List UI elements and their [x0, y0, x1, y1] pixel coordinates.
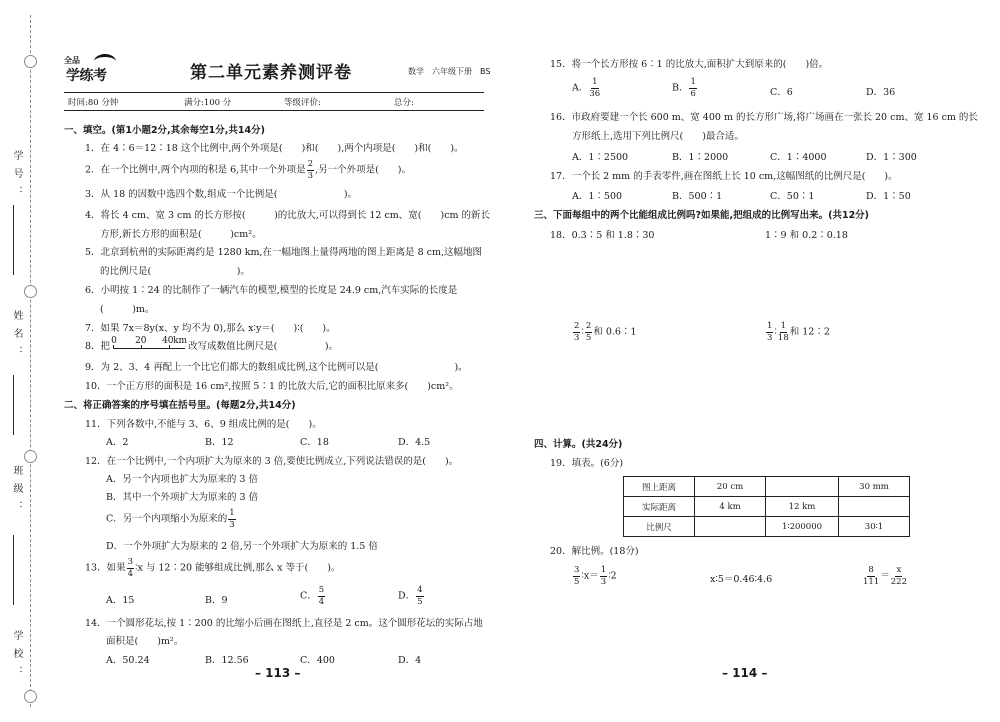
q13-fraction	[127, 558, 134, 578]
score-label: 满分:100 分	[184, 98, 232, 108]
frac-num: 2	[585, 321, 592, 331]
q13-d-fraction	[416, 586, 423, 606]
question-14-line-2: 面积是( )m²。	[106, 636, 184, 647]
q17-option-b: B．500∶1	[672, 191, 723, 202]
table-cell[interactable]	[839, 497, 910, 517]
table-cell[interactable]: 20 cm	[695, 477, 766, 497]
table-cell: 比例尺	[624, 517, 695, 537]
q11-option-b: B．12	[205, 437, 234, 448]
q13-option-c	[300, 586, 326, 606]
table-cell[interactable]: 12 km	[766, 497, 839, 517]
option-letter: D．	[398, 590, 416, 602]
q15-a-fraction	[589, 78, 600, 98]
frac-num: 1	[229, 508, 235, 518]
frac-num: 1	[780, 321, 787, 331]
question-12: 12．在一个比例中,一个内项扩大为原来的 3 倍,要使比例成立,下列说法错误的是( )。	[85, 456, 459, 467]
question-4-line-2: 方形,新长方形的面积是( )cm²。	[100, 229, 262, 240]
question-18-part-4: $\frac{1}{3}$ ∶ $\frac{1}{18}$ 和 12∶2	[767, 321, 830, 343]
scale-label: 20	[135, 336, 147, 346]
scale-fill-table	[623, 476, 910, 537]
table-cell[interactable]: 30 mm	[839, 477, 910, 497]
question-3: 3．从 18 的因数中选四个数,组成一个比例是( )。	[85, 189, 358, 200]
logo-top-text: 全品	[64, 56, 80, 65]
frac-num: 1	[690, 77, 696, 87]
cut-line	[30, 15, 31, 707]
frac-den: 4	[127, 568, 134, 579]
q12-c-text: C．另一个内项缩小为原来的	[106, 513, 228, 525]
fraction	[766, 322, 773, 342]
equation-1	[572, 566, 617, 586]
binding-hole	[24, 450, 37, 463]
fraction	[863, 566, 879, 586]
q13-option-d	[398, 586, 425, 606]
q18d-tail: 和 12∶2	[789, 326, 830, 338]
page-title: 第二单元素养测评卷	[190, 63, 352, 83]
frac-num: 5	[318, 585, 325, 595]
q16-option-b: B．1∶2000	[672, 152, 729, 163]
table-cell: 图上距离	[624, 477, 695, 497]
q17-option-c: C．50∶1	[770, 191, 815, 202]
frac-num: x	[896, 565, 902, 575]
fraction	[778, 322, 789, 342]
scale-label: 0	[111, 336, 117, 346]
q13-text-a: 13．如果	[85, 562, 126, 574]
question-18-part-2: 1∶9 和 0.2∶0.18	[765, 230, 848, 241]
frac-den: 3	[767, 332, 773, 343]
q11-option-d: D．4.5	[398, 437, 431, 448]
question-18-part-3: $\frac{2}{3}$ ∶ $\frac{2}{5}$ 和 0.6∶1	[574, 321, 637, 343]
q15-option-c: C．6	[770, 87, 793, 98]
binding-hole	[24, 55, 37, 68]
question-16-line-1: 16．市政府要建一个长 600 m、宽 400 m 的长方形广场,将广场画在一张长 20 cm、宽 16 cm 的长	[550, 112, 978, 123]
question-4-line-1: 4．将长 4 cm、宽 3 cm 的长方形按( )的比放大,可以得到长 12 cm、宽( )cm 的新长	[85, 210, 491, 221]
frac-den: 3	[600, 576, 607, 587]
q13-option-a: A．15	[106, 595, 135, 606]
table-row	[624, 517, 910, 537]
q15-b-fraction	[689, 78, 696, 98]
section-1-heading: 一、填空。(第1小题2分,其余每空1分,共14分)	[64, 125, 265, 136]
question-13	[85, 558, 340, 578]
table-row	[624, 477, 910, 497]
q13-c-fraction	[318, 586, 325, 606]
frac-den: 3	[574, 332, 580, 343]
q13-option-b: B．9	[205, 595, 228, 606]
student-id-line	[13, 205, 14, 275]
question-9: 9．为 2、3、4 再配上一个比它们都大的数组成比例,这个比例可以是( )。	[85, 362, 468, 373]
question-11: 11．下列各数中,不能与 3、6、9 组成比例的是( )。	[85, 419, 322, 430]
q8-text-b: 改写成数值比例尺是( )。	[188, 341, 339, 352]
question-5-line-1: 5．北京到杭州的实际距离约是 1280 km,在一幅地图上量得两地的图上距离是 8 cm,这幅地图	[85, 247, 482, 258]
frac-num: 8	[868, 565, 874, 575]
frac-den: 6	[690, 88, 696, 99]
table-row	[624, 497, 910, 517]
q12-option-a: A．另一个内项也扩大为原来的 3 倍	[106, 474, 258, 485]
question-10: 10．一个正方形的面积是 16 cm²,按照 5∶1 的比放大后,它的面积比原来多( )cm²。	[85, 381, 459, 392]
section-4-heading: 四、计算。(共24分)	[534, 439, 623, 450]
q11-option-c: C．18	[300, 437, 329, 448]
question-19: 19．填表。(6分)	[550, 458, 624, 469]
frac-num: 1	[600, 565, 607, 575]
eq3-equals: ＝	[880, 570, 890, 582]
q17-option-d: D．1∶50	[866, 191, 911, 202]
time-label: 时间:80 分钟	[68, 98, 119, 108]
q17-option-a: A．1∶500	[572, 191, 623, 202]
binding-hole	[24, 285, 37, 298]
scale-unit: km	[173, 336, 188, 346]
q18c-tail: 和 0.6∶1	[593, 326, 637, 338]
question-2	[85, 160, 411, 180]
fraction	[891, 566, 907, 586]
frac-den: 5	[574, 576, 580, 587]
frac-den: 36	[589, 88, 601, 99]
frac-den: 222	[890, 576, 907, 587]
logo-main-text: 学练考	[66, 68, 107, 84]
option-letter: C．	[300, 590, 317, 602]
class-line	[13, 535, 14, 605]
exam-info-bar	[64, 92, 484, 111]
fraction	[585, 322, 592, 342]
equation-2: x∶5＝0.46∶4.6	[710, 574, 773, 585]
fraction	[573, 322, 580, 342]
page-number-left: – 113 –	[255, 666, 301, 680]
fraction	[600, 566, 607, 586]
question-18-part-1: 18．0.3∶5 和 1.8∶30	[550, 230, 655, 241]
question-5-line-2: 的比例尺是( )。	[100, 266, 250, 277]
binding-margin	[0, 0, 52, 722]
option-letter: B．	[672, 82, 689, 94]
frac-num: 1	[592, 77, 598, 87]
frac-den: 5	[585, 332, 592, 343]
q15-option-b	[672, 78, 698, 98]
eq1-mid: ∶x＝	[581, 570, 599, 582]
question-8	[85, 338, 338, 352]
question-16-line-2: 方形纸上,选用下列比例尺( )最合适。	[572, 131, 744, 142]
class-label: 班级：	[11, 465, 22, 519]
eq1-tail: ∶2	[608, 570, 617, 582]
question-17: 17．一个长 2 mm 的手表零件,画在图纸上长 10 cm,这幅图纸的比例尺是( )。	[550, 171, 898, 182]
table-cell[interactable]	[766, 477, 839, 497]
frac-num: 3	[127, 557, 134, 567]
frac-den: 111	[863, 576, 880, 587]
table-cell: 实际距离	[624, 497, 695, 517]
table-cell[interactable]: 1∶200000	[766, 517, 839, 537]
question-1: 1．在 4∶6＝12∶18 这个比例中,两个外项是( )和( ),两个内项是( )和( )。	[85, 143, 464, 154]
q13-text-b: ∶x 与 12∶20 能够组成比例,那么 x 等于( )。	[135, 562, 341, 574]
question-6-line-1: 6．小明按 1∶24 的比制作了一辆汽车的模型,模型的长度是 24.9 cm,汽车实际的长度是	[85, 285, 458, 296]
q2-text-a: 2．在一个比例中,两个内项的积是 6,其中一个外项是	[85, 164, 306, 176]
frac-num: 1	[767, 321, 773, 331]
brand-logo	[64, 55, 116, 85]
section-2-heading: 二、将正确答案的序号填在括号里。(每题2分,共14分)	[64, 400, 296, 411]
question-6-line-2: ( )m。	[100, 304, 155, 315]
option-letter: A．	[572, 82, 589, 94]
q2-text-b: ,另一个外项是( )。	[315, 164, 412, 176]
q15-option-d: D．36	[866, 87, 896, 98]
frac-den: 5	[417, 596, 423, 607]
line-scale-bar	[111, 336, 188, 351]
q2-fraction	[307, 160, 314, 180]
table-cell[interactable]: 30∶1	[839, 517, 910, 537]
q14-option-a: A．50.24	[106, 655, 150, 666]
q16-option-c: C．1∶4000	[770, 152, 827, 163]
total-label: 总分:	[394, 98, 414, 108]
frac-den: 3	[229, 519, 235, 530]
q16-option-d: D．1∶300	[866, 152, 917, 163]
page-number-right: – 114 –	[722, 666, 768, 680]
question-14-line-1: 14．一个圆形花坛,按 1∶200 的比缩小后画在图纸上,直径是 2 cm。这个圆形花坛的实际占地	[85, 618, 483, 629]
binding-hole	[24, 690, 37, 703]
table-cell[interactable]: 4 km	[695, 497, 766, 517]
name-line	[13, 375, 14, 435]
frac-den: 3	[307, 170, 314, 181]
frac-num: 2	[307, 159, 314, 169]
question-15: 15．将一个长方形按 6∶1 的比放大,面积扩大到原来的( )倍。	[550, 59, 829, 70]
frac-num: 2	[574, 321, 580, 331]
name-label: 姓名：	[11, 310, 22, 364]
fraction	[573, 566, 580, 586]
frac-num: 3	[574, 565, 580, 575]
question-20: 20．解比例。(18分)	[550, 546, 639, 557]
q8-text-a: 8．把	[85, 341, 111, 352]
section-3-heading: 三、下面每组中的两个比能组成比例吗?如果能,把组成的比例写出来。(共12分)	[534, 210, 870, 221]
q14-option-b: B．12.56	[205, 655, 249, 666]
subject-label: 数学 六年级下册 BS	[408, 67, 491, 76]
scale-axis	[113, 348, 185, 349]
q16-option-a: A．1∶2500	[572, 152, 629, 163]
table-cell[interactable]	[695, 517, 766, 537]
scale-label: 40	[162, 336, 174, 346]
frac-num: 4	[417, 585, 423, 595]
q12-option-c	[106, 509, 237, 529]
frac-den: 18	[777, 332, 789, 343]
q12-option-d: D．一个外项扩大为原来的 2 倍,另一个外项扩大为原来的 1.5 倍	[106, 541, 378, 552]
equation-3	[862, 566, 908, 586]
student-id-label: 学号：	[11, 150, 22, 204]
q14-option-c: C．400	[300, 655, 335, 666]
school-label: 学校：	[11, 630, 22, 684]
question-7: 7．如果 7x＝8y(x、y 均不为 0),那么 x∶y＝( )∶( )。	[85, 323, 336, 334]
q12-option-b: B．其中一个外项扩大为原来的 3 倍	[106, 492, 259, 503]
frac-den: 4	[318, 596, 325, 607]
q12-c-fraction	[228, 509, 235, 529]
q11-option-a: A．2	[106, 437, 129, 448]
grade-label: 等级评价:	[284, 98, 321, 108]
q14-option-d: D．4	[398, 655, 422, 666]
q15-option-a	[572, 78, 601, 98]
